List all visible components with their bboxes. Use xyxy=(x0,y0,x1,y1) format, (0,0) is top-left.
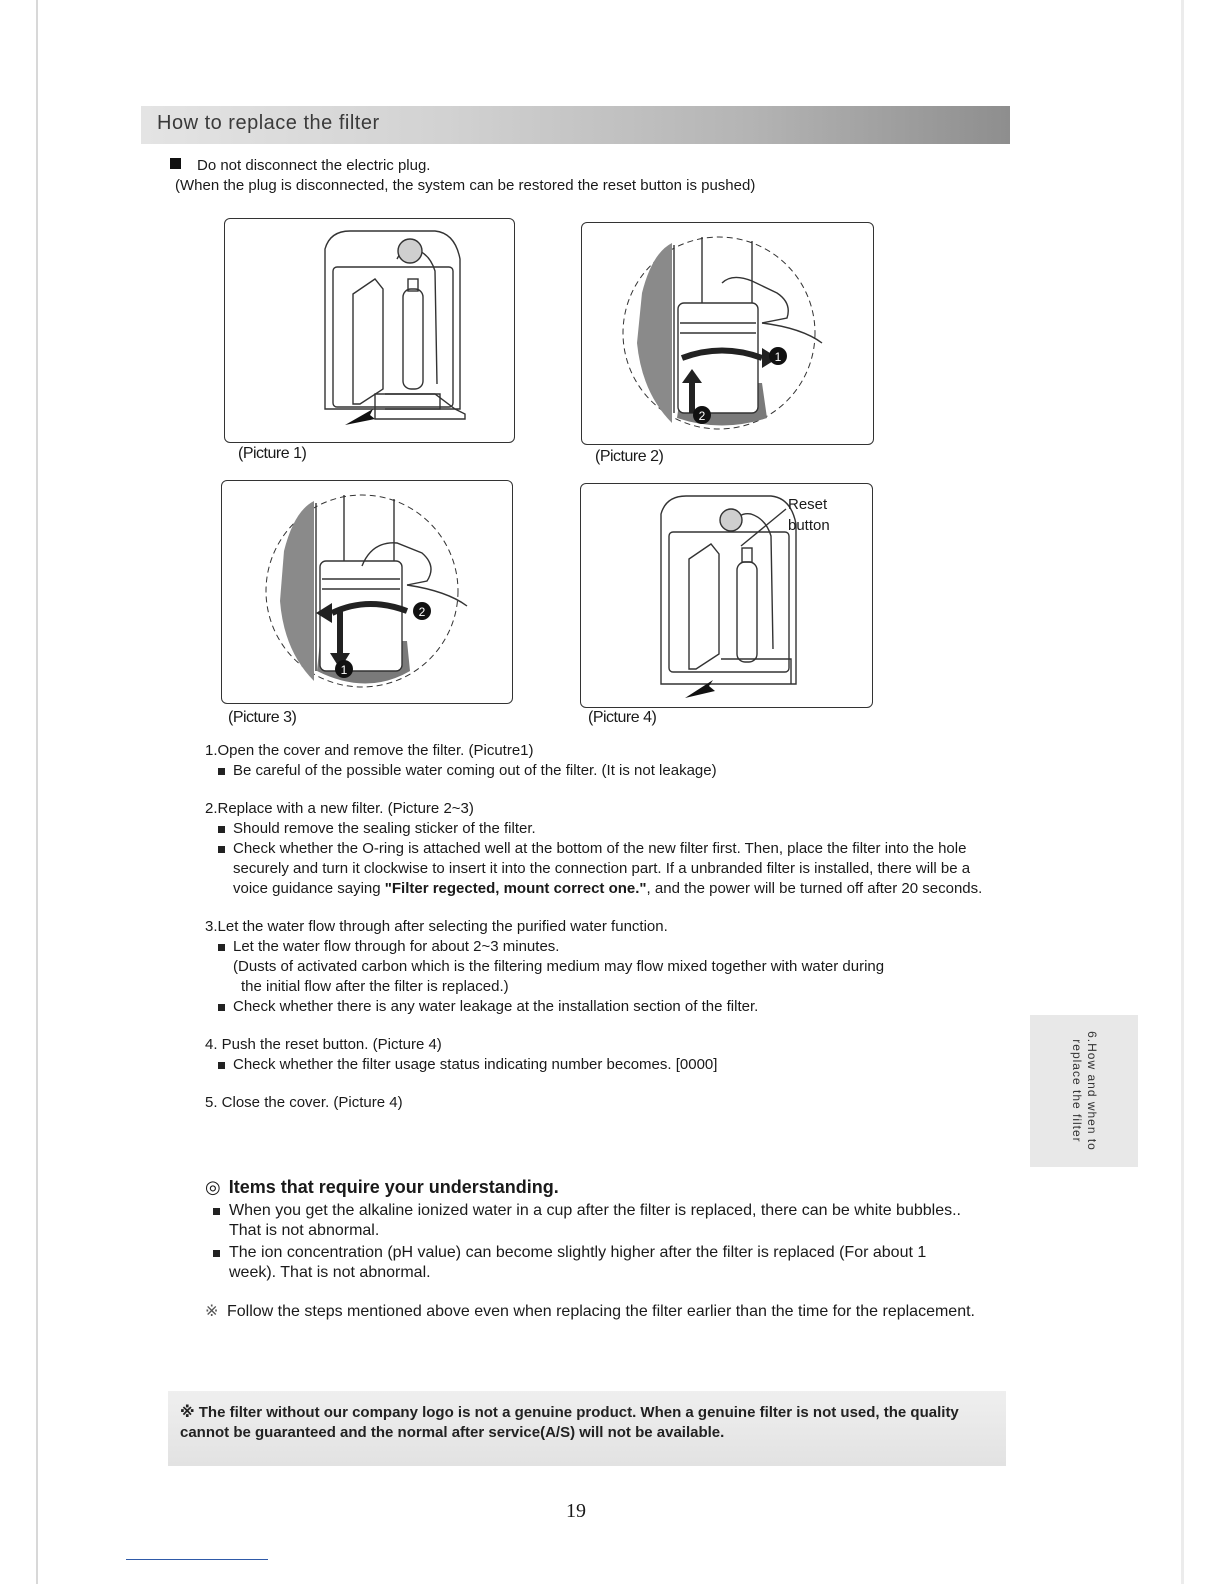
filter-removal-closeup-illustration xyxy=(582,223,873,444)
picture-3-frame xyxy=(221,480,513,704)
chapter-tab-label: 6.How and when to replace the filter xyxy=(1070,1031,1099,1151)
step-number-2: 2 xyxy=(698,409,706,423)
items-bullet-1: When you get the alkaline ionized water in a cup after the filter is replaced, there can be white bubbles.. That is not abnormal. xyxy=(205,1201,975,1241)
step-2-title: 2.Replace with a new filter. (Picture 2~3) xyxy=(205,800,474,817)
reset-label-line-1: Reset xyxy=(788,496,828,513)
items-list xyxy=(205,1201,975,1285)
step-2-bullet-1: Should remove the sealing sticker of the filter. xyxy=(205,819,985,839)
picture-2-caption: (Picture 2) xyxy=(595,448,664,465)
note-text: Follow the steps mentioned above even when replacing the filter earlier than the time for the replacement. xyxy=(227,1303,975,1320)
picture-3-caption: (Picture 3) xyxy=(228,709,297,726)
intro-line-2: (When the plug is disconnected, the system can be restored the reset button is pushed) xyxy=(175,177,756,194)
step-4-title: 4. Push the reset button. (Picture 4) xyxy=(205,1036,442,1053)
step-4-bullet: Check whether the filter usage status indicating number becomes. [0000] xyxy=(205,1055,985,1075)
genuine-product-warning xyxy=(168,1391,1006,1466)
items-heading-text: Items that require your understanding. xyxy=(228,1177,559,1197)
step-1-bullet: Be careful of the possible water coming out of the filter. (It is not leakage) xyxy=(205,761,985,781)
step-3 xyxy=(205,917,985,1017)
square-bullet-icon xyxy=(170,158,181,169)
reference-mark-icon: ※ xyxy=(205,1303,219,1320)
step-4 xyxy=(205,1035,985,1075)
page-number: 19 xyxy=(566,1500,586,1522)
picture-1-frame xyxy=(224,218,515,443)
picture-1-caption: (Picture 1) xyxy=(238,445,307,462)
chapter-side-tab xyxy=(1030,1015,1138,1167)
voice-guidance-text: "Filter regected, mount correct one." xyxy=(384,880,647,897)
scan-edge xyxy=(36,0,38,1584)
replacement-steps xyxy=(205,741,985,1131)
device-open-cover-illustration xyxy=(225,219,514,442)
footer-rule xyxy=(126,1559,268,1560)
step-number-1: 1 xyxy=(774,350,782,364)
step-number-1: 1 xyxy=(340,663,348,677)
step-5 xyxy=(205,1093,985,1113)
items-heading xyxy=(205,1177,559,1198)
intro-note xyxy=(170,156,755,196)
step-3-title: 3.Let the water flow through after selecting the purified water function. xyxy=(205,918,668,935)
warning-text: ※ The filter without our company logo is not a genuine product. When a genuine filter is not used, the quality cannot be guaranteed and the normal after service(A/S) will not be available. xyxy=(180,1404,959,1441)
step-5-title: 5. Close the cover. (Picture 4) xyxy=(205,1094,403,1111)
replacement-note xyxy=(205,1302,997,1322)
step-3-bullet-1-detail: (Dusts of activated carbon which is the filtering medium may flow mixed together with water during xyxy=(233,958,885,975)
step-2 xyxy=(205,799,985,899)
step-3-bullet-1: Let the water flow through for about 2~3 minutes. xyxy=(205,937,985,957)
reset-button-callout xyxy=(788,494,830,536)
step-2-bullet-2-end: , and the power will be turned off after 20 seconds. xyxy=(646,880,983,897)
step-3-bullet-2: Check whether there is any water leakage at the installation section of the filter. xyxy=(205,997,985,1017)
step-2-bullet-2-text: Check whether the O-ring is attached well at the bottom of the new filter first. Then, place the filter into the hole securely and turn it clockwise to insert it into the connection part. If a unbranded filter is installed, there will be a voice guidance saying xyxy=(233,840,971,897)
intro-line-1: Do not disconnect the electric plug. xyxy=(197,157,431,174)
reset-label-line-2: button xyxy=(788,517,830,534)
items-bullet-2: The ion concentration (pH value) can become slightly higher after the filter is replaced (For about 1 week). That is not abnormal. xyxy=(205,1243,975,1283)
step-3-bullet-1-detail-2: the initial flow after the filter is replaced.) xyxy=(241,978,509,995)
step-number-2: 2 xyxy=(418,605,426,619)
step-2-bullet-2 xyxy=(205,839,985,899)
picture-4-caption: (Picture 4) xyxy=(588,709,657,726)
filter-install-closeup-illustration xyxy=(222,481,512,703)
scan-edge xyxy=(1181,0,1184,1584)
section-header xyxy=(141,106,1010,144)
step-1-title: 1.Open the cover and remove the filter. (Picutre1) xyxy=(205,742,534,759)
step-1 xyxy=(205,741,985,781)
picture-2-frame xyxy=(581,222,874,445)
section-title: How to replace the filter xyxy=(157,112,380,134)
bullseye-icon: ◎ xyxy=(205,1177,221,1197)
